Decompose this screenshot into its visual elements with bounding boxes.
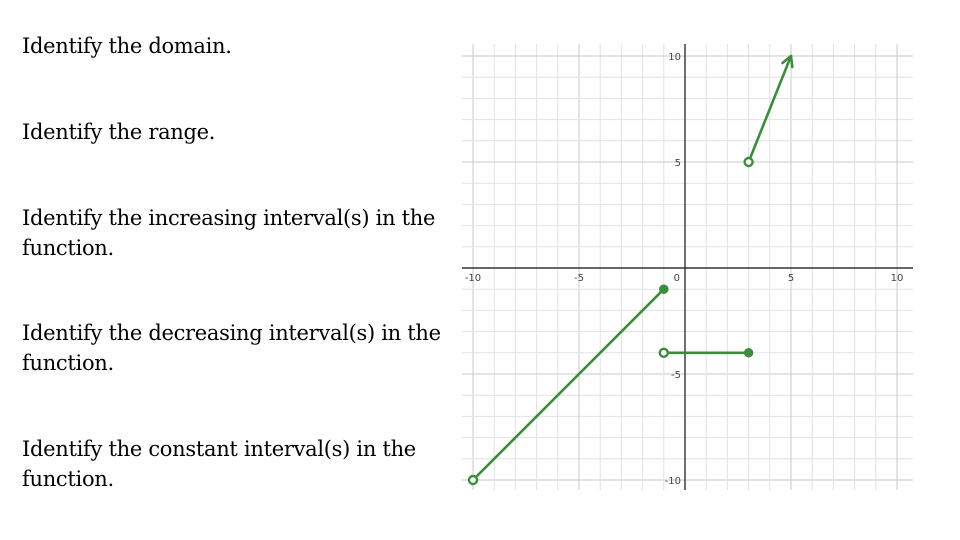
domain-question: Identify the domain. [22, 34, 232, 58]
closed-endpoint [660, 285, 668, 293]
open-endpoint [469, 476, 477, 484]
x-tick-label: 10 [890, 273, 904, 284]
coordinate-graph [460, 40, 915, 492]
x-tick-label: 5 [787, 273, 795, 284]
decreasing-interval-question: Identify the decreasing interval(s) in the function. [22, 321, 441, 375]
y-tick-label: 5 [674, 158, 681, 169]
x-tick-label: 0 [673, 273, 680, 284]
y-tick-label: -10 [664, 476, 681, 487]
function-segment [473, 289, 664, 480]
closed-endpoint [745, 349, 753, 357]
increasing-interval-question: Identify the increasing interval(s) in the function. [22, 206, 436, 260]
constant-interval-question: Identify the constant interval(s) in the function. [22, 437, 416, 491]
y-tick-label: 10 [668, 52, 681, 63]
range-question: Identify the range. [22, 120, 216, 144]
x-tick-label: -10 [464, 273, 482, 284]
open-endpoint [660, 349, 668, 357]
x-tick-label: -5 [574, 273, 584, 284]
y-tick-label: -5 [671, 370, 681, 381]
open-endpoint [745, 158, 753, 166]
